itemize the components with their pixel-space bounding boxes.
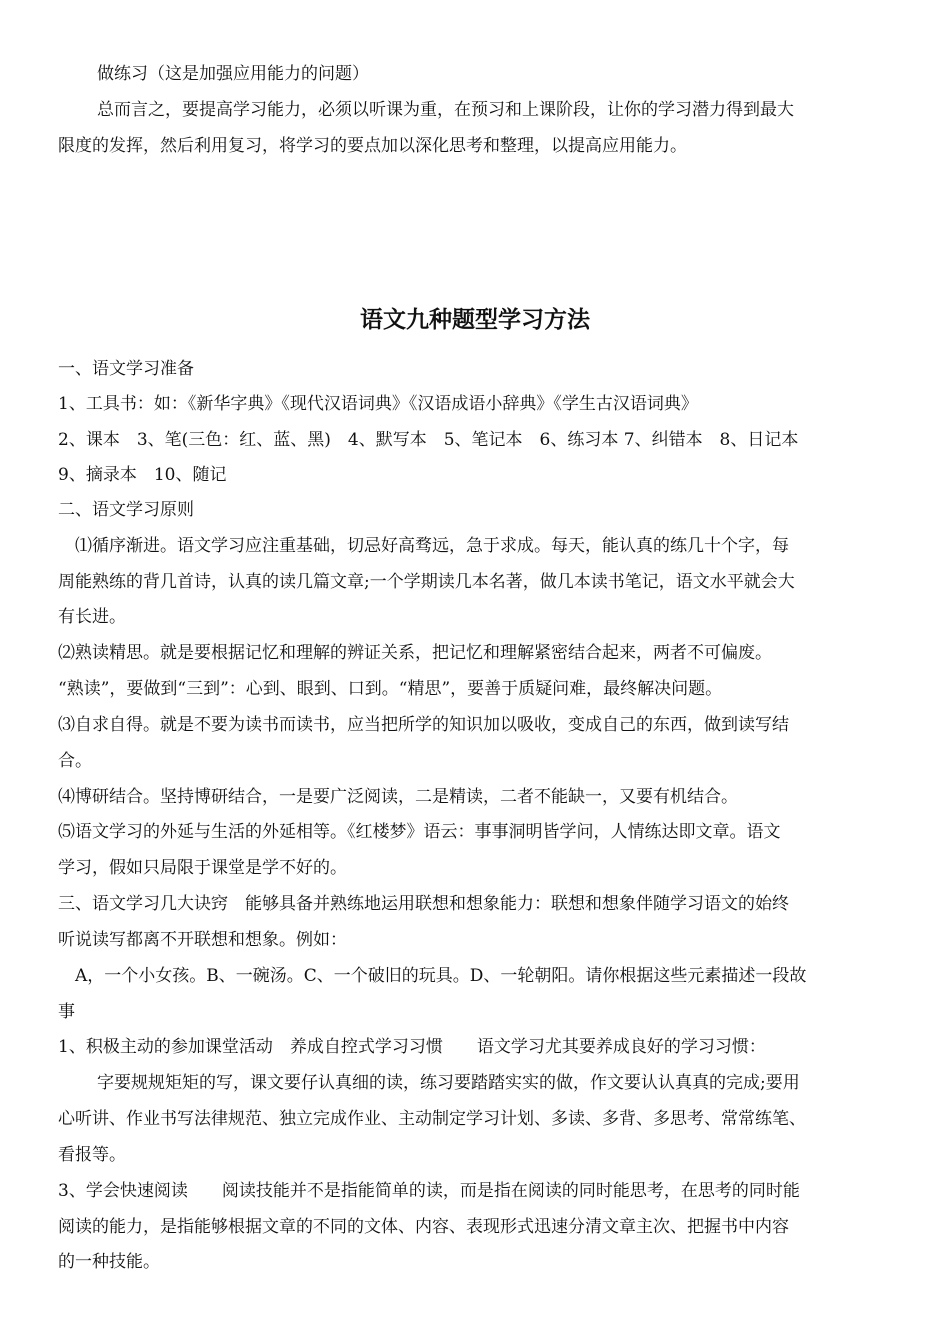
paragraph-line: “熟读”，要做到“三到”：心到、眼到、口到。“精思”，要善于质疑问难，最终解决问题。 [58, 679, 723, 699]
paragraph-line: ⑷博研结合。坚持博研结合，一是要广泛阅读，二是精读，二者不能缺一，又要有机结合。 [58, 787, 738, 807]
paragraph-line: 学习，假如只局限于课堂是学不好的。 [58, 858, 347, 878]
paragraph-line: 周能熟练的背几首诗，认真的读几篇文章;一个学期读几本名著，做几本读书笔记，语文水平就会大 [58, 572, 795, 592]
section-heading-3: 三、语文学习几大诀窍 能够具备并熟练地运用联想和想象能力：联想和想象伴随学习语文的始终 [58, 894, 789, 914]
paragraph-line: 9、摘录本 10、随记 [58, 465, 227, 485]
intro-line-1: 做练习（这是加强应用能力的问题） [97, 64, 369, 84]
paragraph-line: 1、工具书：如：《新华字典》《现代汉语词典》《汉语成语小辞典》《学生古汉语词典》 [58, 394, 698, 414]
paragraph-line: ⑴循序渐进。语文学习应注重基础，切忌好高骛远，急于求成。每天，能认真的练几十个字，每 [75, 536, 789, 556]
paragraph-line: 事 [58, 1002, 75, 1022]
paragraph-line: ⑸语文学习的外延与生活的外延相等。《红楼梦》语云：事事洞明皆学问，人情练达即文章。语文 [58, 822, 781, 842]
paragraph-line: 心听讲、作业书写法律规范、独立完成作业、主动制定学习计划、多读、多背、多思考、常常练笔、 [58, 1109, 806, 1129]
paragraph-line: 2、课本 3、笔(三色：红、蓝、黑) 4、默写本 5、笔记本 6、练习本 7、纠错本 8、日记本 [58, 430, 799, 450]
paragraph-line: 听说读写都离不开联想和想象。例如： [58, 930, 347, 950]
paragraph-line: 3、学会快速阅读 阅读技能并不是指能简单的读，而是指在阅读的同时能思考，在思考的同时能 [58, 1181, 800, 1201]
intro-line-2: 总而言之，要提高学习能力，必须以听课为重，在预习和上课阶段，让你的学习潜力得到最大 [97, 100, 794, 120]
paragraph-line: 合。 [58, 751, 92, 771]
document-title: 语文九种题型学习方法 [360, 307, 590, 333]
section-heading-1: 一、语文学习准备 [58, 359, 194, 379]
paragraph-line: 阅读的能力，是指能够根据文章的不同的文体、内容、表现形式迅速分清文章主次、把握书中内容 [58, 1217, 789, 1237]
paragraph-line: 的一种技能。 [58, 1252, 160, 1272]
section-heading-2: 二、语文学习原则 [58, 500, 194, 520]
paragraph-line: ⑶自求自得。就是不要为读书而读书，应当把所学的知识加以吸收，变成自己的东西，做到读写结 [58, 715, 789, 735]
paragraph-line: A，一个小女孩。B、一碗汤。C、一个破旧的玩具。D、一轮朝阳。请你根据这些元素描述一段故 [75, 966, 807, 986]
paragraph-line: ⑵熟读精思。就是要根据记忆和理解的辨证关系，把记忆和理解紧密结合起来，两者不可偏废。 [58, 643, 772, 663]
intro-line-3: 限度的发挥，然后利用复习，将学习的要点加以深化思考和整理，以提高应用能力。 [58, 136, 687, 156]
paragraph-line: 有长进。 [58, 607, 126, 627]
paragraph-line: 1、积极主动的参加课堂活动 养成自控式学习习惯 语文学习尤其要养成良好的学习习惯： [58, 1037, 766, 1057]
paragraph-line: 字要规规矩矩的写，课文要仔认真细的读，练习要踏踏实实的做，作文要认认真真的完成;要用 [97, 1073, 800, 1093]
paragraph-line: 看报等。 [58, 1145, 126, 1165]
